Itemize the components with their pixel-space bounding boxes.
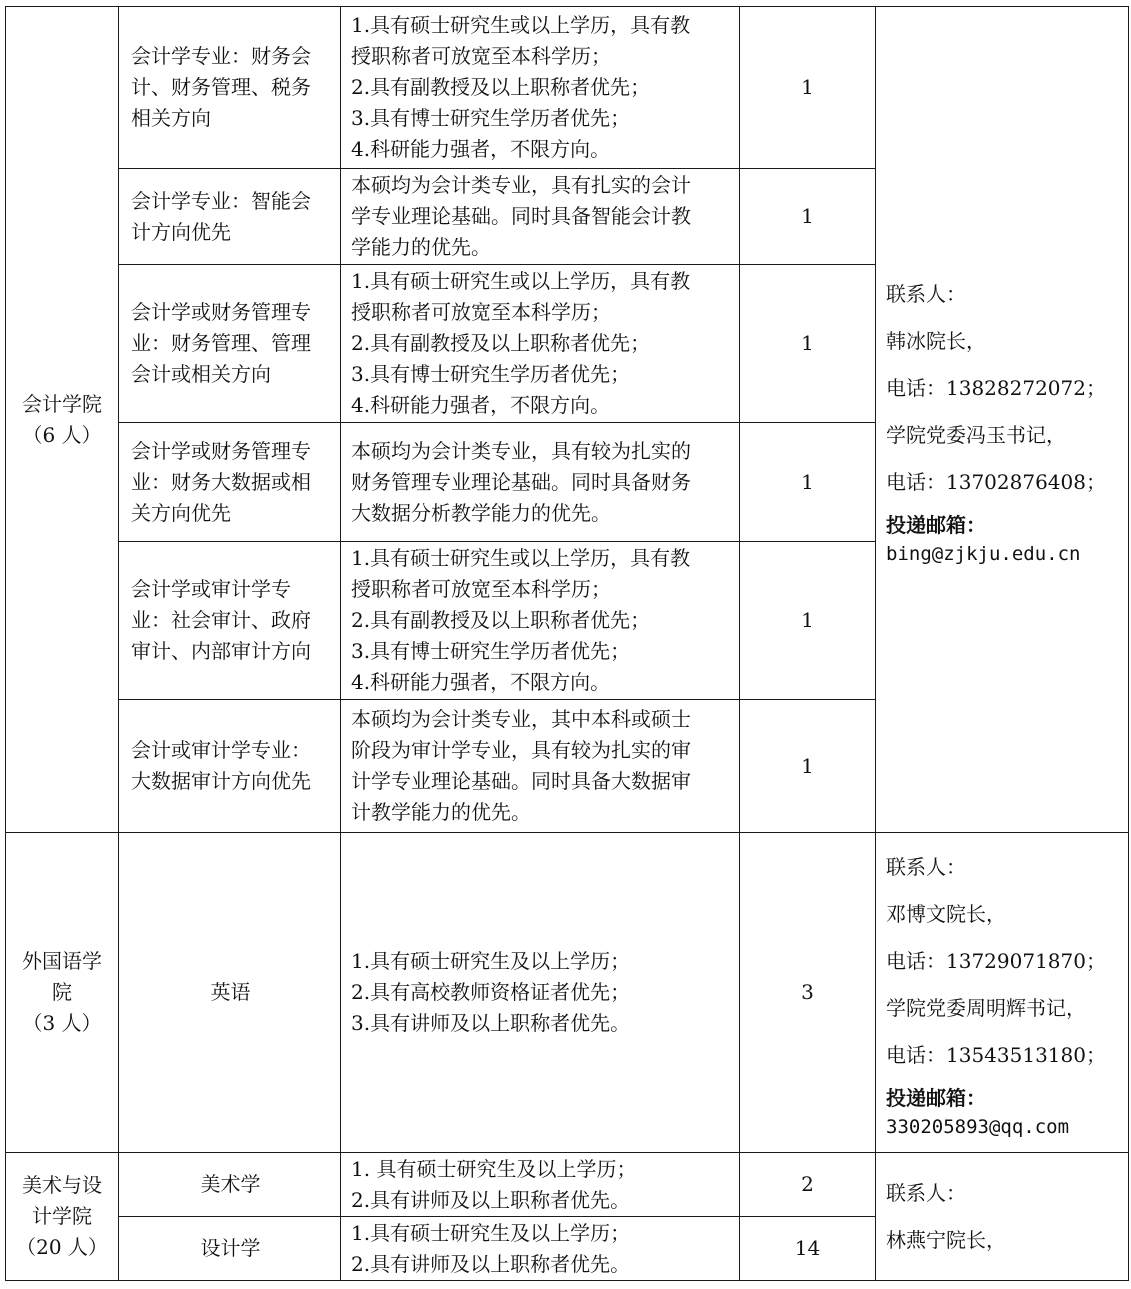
major-cell <box>119 423 341 542</box>
contact-cell <box>876 7 1129 833</box>
requirement-cell <box>341 1217 740 1281</box>
contact-phone: 电话：13729071870； <box>886 949 1106 973</box>
email-label: 投递邮箱： <box>886 513 986 537</box>
email-address: bing@zjkju.edu.cn <box>886 543 1081 565</box>
department-name-line: 院 <box>52 980 72 1004</box>
requirement-line: 1. 具有硕士研究生及以上学历； <box>351 1156 637 1181</box>
major-cell <box>119 542 341 700</box>
contact-phone: 电话：13702876408； <box>886 470 1106 494</box>
department-quota: （3 人） <box>22 1011 102 1035</box>
requirement-cell <box>341 265 740 423</box>
requirement-line: 大数据分析教学能力的优先。 <box>351 500 611 525</box>
department-name-line: 计学院 <box>32 1204 92 1228</box>
major-line: 会计或相关方向 <box>131 362 271 386</box>
major-line: 美术学 <box>200 1172 261 1196</box>
major-line: 大数据审计方向优先 <box>131 769 311 793</box>
requirement-line: 2.具有副教授及以上职称者优先； <box>351 331 651 355</box>
contact-person: 学院党委周明辉书记， <box>886 996 1086 1020</box>
requirement-line: 阶段为审计学专业，具有较为扎实的审 <box>351 738 691 762</box>
requirement-line: 本硕均为会计类专业，具有较为扎实的 <box>351 438 691 463</box>
major-line: 会计学或审计学专 <box>131 577 291 601</box>
major-line: 关方向优先 <box>131 500 231 525</box>
requirement-line: 3.具有博士研究生学历者优先； <box>351 639 631 663</box>
major-line: 会计学或财务管理专 <box>131 300 311 324</box>
headcount-cell: 1 <box>740 169 876 265</box>
requirement-cell <box>341 7 740 169</box>
major-line: 英语 <box>210 980 251 1004</box>
requirement-cell <box>341 423 740 542</box>
requirement-line: 3.具有博士研究生学历者优先； <box>351 106 631 130</box>
contact-person: 邓博文院长， <box>886 902 1006 926</box>
table-row <box>6 1153 1129 1217</box>
requirement-line: 3.具有讲师及以上职称者优先。 <box>351 1011 631 1035</box>
contact-cell <box>876 1153 1129 1281</box>
major-cell <box>119 1217 341 1281</box>
major-cell <box>119 1153 341 1217</box>
table-row <box>6 833 1129 1153</box>
major-cell <box>119 169 341 265</box>
requirement-cell <box>341 833 740 1153</box>
major-line: 计、财务管理、税务 <box>131 75 311 99</box>
contact-phone: 电话：13543513180； <box>886 1043 1106 1067</box>
requirement-line: 2.具有高校教师资格证者优先； <box>351 980 631 1004</box>
contact-label: 联系人： <box>886 1180 966 1205</box>
requirement-cell <box>341 169 740 265</box>
major-cell <box>119 833 341 1153</box>
requirement-cell <box>341 700 740 833</box>
requirement-cell <box>341 542 740 700</box>
requirement-line: 2.具有讲师及以上职称者优先。 <box>351 1187 631 1212</box>
requirement-line: 4.科研能力强者，不限方向。 <box>351 393 611 417</box>
requirement-line: 2.具有副教授及以上职称者优先； <box>351 608 651 632</box>
recruitment-table <box>5 6 1129 1281</box>
department-name-line: 美术与设 <box>22 1173 102 1197</box>
contact-person: 林燕宁院长， <box>886 1227 1006 1252</box>
major-line: 会计学专业：智能会 <box>131 188 311 213</box>
headcount-cell: 1 <box>740 7 876 169</box>
email-label: 投递邮箱： <box>886 1086 986 1110</box>
headcount-cell: 1 <box>740 265 876 423</box>
requirement-line: 授职称者可放宽至本科学历； <box>351 44 611 68</box>
requirement-line: 本硕均为会计类专业，其中本科或硕士 <box>351 707 691 731</box>
department-cell <box>6 1153 119 1281</box>
contact-person: 韩冰院长， <box>886 329 986 353</box>
requirement-line: 计学专业理论基础。同时具备大数据审 <box>351 769 691 793</box>
headcount-cell: 2 <box>740 1153 876 1217</box>
major-line: 业：社会审计、政府 <box>131 608 311 632</box>
major-line: 相关方向 <box>131 106 211 130</box>
requirement-line: 3.具有博士研究生学历者优先； <box>351 362 631 386</box>
headcount-cell: 3 <box>740 833 876 1153</box>
major-line: 设计学 <box>200 1236 261 1260</box>
major-line: 业：财务管理、管理 <box>131 331 311 355</box>
requirement-line: 4.科研能力强者，不限方向。 <box>351 670 611 694</box>
requirement-line: 2.具有副教授及以上职称者优先； <box>351 75 651 99</box>
major-line: 业：财务大数据或相 <box>131 469 311 494</box>
contact-cell <box>876 833 1129 1153</box>
requirement-line: 授职称者可放宽至本科学历； <box>351 300 611 324</box>
requirement-line: 1.具有硕士研究生或以上学历，具有教 <box>351 546 691 570</box>
requirement-cell <box>341 1153 740 1217</box>
major-line: 会计学专业：财务会 <box>131 44 311 68</box>
table-row <box>6 7 1129 169</box>
contact-label: 联系人： <box>886 855 966 879</box>
major-cell <box>119 265 341 423</box>
department-cell <box>6 7 119 833</box>
contact-person: 学院党委冯玉书记， <box>886 423 1066 447</box>
requirement-line: 财务管理专业理论基础。同时具备财务 <box>351 469 691 494</box>
major-cell <box>119 700 341 833</box>
requirement-line: 授职称者可放宽至本科学历； <box>351 577 611 601</box>
department-cell <box>6 833 119 1153</box>
requirement-line: 学能力的优先。 <box>351 235 491 259</box>
headcount-cell: 1 <box>740 542 876 700</box>
requirement-line: 4.科研能力强者，不限方向。 <box>351 137 611 161</box>
requirement-line: 学专业理论基础。同时具备智能会计教 <box>351 204 691 228</box>
requirement-line: 2.具有讲师及以上职称者优先。 <box>351 1251 631 1276</box>
headcount-cell: 1 <box>740 423 876 542</box>
contact-label: 联系人： <box>886 282 966 306</box>
department-quota: （20 人） <box>16 1235 108 1259</box>
requirement-line: 1.具有硕士研究生或以上学历，具有教 <box>351 13 691 37</box>
major-line: 审计、内部审计方向 <box>131 639 311 663</box>
requirement-line: 1.具有硕士研究生或以上学历，具有教 <box>351 269 691 293</box>
department-name-line: 外国语学 <box>22 949 102 973</box>
major-line: 会计学或财务管理专 <box>131 438 311 463</box>
requirement-line: 本硕均为会计类专业，具有扎实的会计 <box>351 173 691 197</box>
major-line: 计方向优先 <box>131 219 231 244</box>
department-quota: （6 人） <box>22 422 102 447</box>
requirement-line: 1.具有硕士研究生及以上学历； <box>351 949 631 973</box>
headcount-cell: 1 <box>740 700 876 833</box>
contact-phone: 电话：13828272072； <box>886 376 1106 400</box>
major-cell <box>119 7 341 169</box>
major-line: 会计或审计学专业： <box>131 738 311 762</box>
department-name-line: 会计学院 <box>22 391 102 416</box>
requirement-line: 1.具有硕士研究生及以上学历； <box>351 1220 631 1245</box>
requirement-line: 计教学能力的优先。 <box>351 800 531 824</box>
headcount-cell: 14 <box>740 1217 876 1281</box>
email-address: 330205893@qq.com <box>886 1116 1070 1138</box>
